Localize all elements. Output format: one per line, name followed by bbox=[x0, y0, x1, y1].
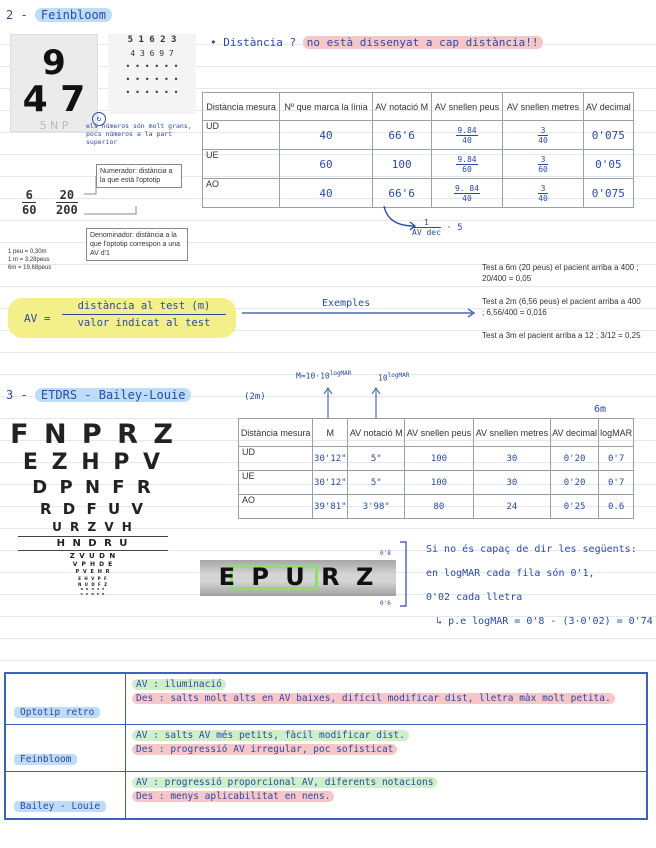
test-example: Test a 3m el pacient arriba a 12 ; 3/12 = 0,25 bbox=[482, 331, 641, 340]
column-header: AV decimal bbox=[551, 419, 599, 447]
cell: 30 bbox=[473, 447, 550, 471]
fraction: $\frac{9.84}{40}$ bbox=[457, 125, 477, 145]
cell: 0'20 bbox=[551, 471, 599, 495]
table-row bbox=[203, 150, 634, 179]
cell: 100 bbox=[372, 150, 431, 179]
test-example: Test a 6m (20 peus) el pacient arriba a 400 ; 20/400 = 0,05 bbox=[482, 263, 639, 283]
unit-line: 1 peu = 0,30m bbox=[8, 249, 47, 255]
distance-note-prefix: • Distància ? bbox=[210, 36, 297, 49]
cell: 5" bbox=[348, 471, 405, 495]
distance-note-text: no està dissenyat a cap distància!! bbox=[303, 36, 543, 49]
small-chart-row: • • • • • • bbox=[125, 62, 179, 71]
table-row bbox=[203, 121, 634, 150]
loop-arrow-icon: ↻ bbox=[92, 112, 106, 126]
cell: 30'12" bbox=[313, 471, 348, 495]
etdrs-row: E H V P F bbox=[78, 576, 108, 581]
cell: 0'7 bbox=[599, 471, 634, 495]
up-arrows bbox=[318, 384, 388, 420]
summary-body bbox=[126, 725, 646, 771]
summary-row bbox=[6, 725, 646, 772]
denominator-box: Denominador: distància a la que l'optotip correspon a una AV d'1 bbox=[86, 228, 188, 261]
numerator-box: Numerador: distància a la que està l'optotip bbox=[96, 164, 182, 188]
row-label: AO bbox=[239, 495, 313, 519]
column-header: Nº que marca la línia bbox=[280, 93, 372, 121]
etdrs-table bbox=[238, 418, 634, 519]
etdrs-chart bbox=[10, 420, 176, 597]
formula-fraction bbox=[62, 300, 226, 329]
row-label: UE bbox=[239, 471, 313, 495]
cell: 5" bbox=[348, 447, 405, 471]
scale-top: 0'8 bbox=[380, 550, 391, 557]
table-header-row bbox=[203, 93, 634, 121]
section2-number: 2 - bbox=[6, 8, 28, 22]
distance-note bbox=[210, 36, 543, 49]
column-header: Distància mesura bbox=[203, 93, 280, 121]
section2-heading bbox=[6, 8, 112, 22]
cell: 0'05 bbox=[583, 150, 633, 179]
summary-av: AV : progressió proporcional AV, diferents notacions bbox=[132, 777, 437, 788]
fraction-20-200: 20 200 bbox=[56, 188, 78, 217]
cell: 40 bbox=[280, 121, 372, 150]
bailey-louie-strip bbox=[200, 560, 396, 596]
column-header: M bbox=[313, 419, 348, 447]
m-formula-note: $M=10\cdot 10^{logMAR}$ bbox=[296, 370, 352, 381]
logmar-note bbox=[426, 538, 653, 634]
row-label: UD bbox=[239, 447, 313, 471]
formula-numerator: distància al test (m) bbox=[62, 300, 226, 315]
column-header: AV snellen metres bbox=[503, 93, 583, 121]
fraction: $\frac{3}{40}$ bbox=[538, 183, 548, 203]
test-example: Test a 2m (6,56 peus) el pacient arriba a 400 ; 6,56/400 = 0,016 bbox=[482, 297, 641, 317]
scale-brace bbox=[396, 540, 416, 610]
section2-title: Feinbloom bbox=[35, 8, 112, 22]
cell: 30 bbox=[473, 471, 550, 495]
notation-formula-note: $10^{logMAR}$ bbox=[378, 372, 410, 383]
summary-row bbox=[6, 772, 646, 818]
column-header: AV notació M bbox=[372, 93, 431, 121]
small-chart-row: 4 3 6 9 7 bbox=[130, 49, 174, 58]
table-row bbox=[239, 447, 634, 471]
summary-av: AV : iluminació bbox=[132, 679, 226, 690]
small-chart-note: els números són molt grans, pocs números a la part superior bbox=[86, 122, 192, 146]
cell: 100 bbox=[405, 471, 474, 495]
column-header: AV snellen metres bbox=[473, 419, 550, 447]
etdrs-row: V P H D E bbox=[72, 561, 114, 568]
unit-conversions bbox=[8, 248, 51, 272]
section3-number: 3 - bbox=[6, 388, 28, 402]
etdrs-row: E Z H P V bbox=[22, 450, 164, 475]
summary-name: Feinbloom bbox=[6, 725, 126, 771]
fraction: $\frac{9.84}{60}$ bbox=[457, 154, 477, 174]
cell: 60 bbox=[280, 150, 372, 179]
scale-bottom: 0'6 bbox=[380, 600, 391, 607]
summary-des: Des : salts molt alts en AV baixes, difícil modificar dist, lletra màx molt petita. bbox=[132, 693, 615, 704]
cell: 66'6 bbox=[372, 121, 431, 150]
distance-6m: 6m bbox=[594, 404, 607, 415]
feinbloom-small-chart bbox=[108, 34, 196, 114]
row-label: AO bbox=[203, 179, 280, 208]
cell: 30'12" bbox=[313, 447, 348, 471]
fraction: $\frac{9. 84}{40}$ bbox=[454, 183, 480, 203]
summary-des: Des : progressió AV irregular, poc sofisticat bbox=[132, 744, 397, 755]
small-chart-row: • • • • • • bbox=[125, 75, 179, 84]
etdrs-row: R D F U V bbox=[40, 500, 146, 518]
row-label: UE bbox=[203, 150, 280, 179]
cell: 0'7 bbox=[599, 447, 634, 471]
unit-line: 6m = 19,68peus bbox=[8, 265, 52, 271]
etdrs-row: U R Z V H bbox=[52, 520, 134, 534]
etdrs-row: V U N P R bbox=[80, 592, 106, 596]
summary-av: AV : salts AV més petits, fàcil modificar dist. bbox=[132, 730, 409, 741]
table-row bbox=[239, 471, 634, 495]
chart-digit-bottom: 5 N P bbox=[39, 119, 69, 132]
unit-line: 1 m = 3,28peus bbox=[8, 257, 50, 263]
chart-digit-mid: 4 7 bbox=[22, 79, 86, 120]
table-row bbox=[239, 495, 634, 519]
feinbloom-chart-image bbox=[10, 34, 98, 132]
note-line: en logMAR cada fila són 0'1, bbox=[426, 568, 595, 579]
cell: 80 bbox=[405, 495, 474, 519]
section3-heading bbox=[6, 388, 191, 402]
section3-title: ETDRS - Bailey-Louie bbox=[35, 388, 192, 402]
small-chart-row: • • • • • • bbox=[125, 88, 179, 97]
arrow-icon: ↳ bbox=[436, 616, 443, 627]
fraction: $\frac{1}{\text{AV dec}}$ bbox=[412, 218, 441, 237]
summary-name: Bailey - Louie bbox=[6, 772, 126, 818]
cell: 3'98" bbox=[348, 495, 405, 519]
chart-digit-top: 9 bbox=[42, 43, 66, 83]
summary-body bbox=[126, 772, 646, 818]
distance-2m: (2m) bbox=[244, 392, 266, 402]
etdrs-row: D R H Z E bbox=[80, 587, 106, 591]
small-chart-row: 5 1 6 2 3 bbox=[127, 35, 177, 45]
note-line: Si no és capaç de dir les següents: bbox=[426, 544, 637, 555]
cell: 0'25 bbox=[551, 495, 599, 519]
etdrs-row: H N D R U bbox=[18, 536, 168, 551]
cell: 24 bbox=[473, 495, 550, 519]
etdrs-row: D P N F R bbox=[32, 477, 154, 498]
column-header: AV snellen peus bbox=[405, 419, 474, 447]
summary-des: Des : menys aplicabilitat en nens. bbox=[132, 791, 334, 802]
cell: 39'81" bbox=[313, 495, 348, 519]
inverse-formula bbox=[412, 218, 463, 237]
note-line: 0'02 cada lletra bbox=[426, 592, 523, 603]
column-header: AV snellen peus bbox=[431, 93, 503, 121]
fraction: $\frac{3}{60}$ bbox=[538, 154, 548, 174]
cell: 66'6 bbox=[372, 179, 431, 208]
fraction-6-60: 6 60 bbox=[22, 188, 37, 217]
etdrs-row: P V E H R bbox=[75, 569, 111, 575]
etdrs-row: Z V U D N bbox=[69, 552, 117, 560]
cell: 40 bbox=[280, 179, 372, 208]
examples-label: Exemples bbox=[322, 298, 371, 309]
connector-lines bbox=[80, 176, 140, 232]
table-header-row bbox=[239, 419, 634, 447]
column-header: Distància mesura bbox=[239, 419, 313, 447]
summary-name: Optotip retro bbox=[6, 674, 126, 724]
note-example: p.e logMAR = 0'8 - (3·0'02) = 0'74 bbox=[448, 616, 653, 627]
cell: 0'075 bbox=[583, 121, 633, 150]
column-header: AV notació M bbox=[348, 419, 405, 447]
cell: 0'20 bbox=[551, 447, 599, 471]
fraction: $\frac{3}{40}$ bbox=[538, 125, 548, 145]
cell: 0'075 bbox=[583, 179, 633, 208]
formula-denominator: valor indicat al test bbox=[77, 317, 211, 329]
row-label: UD bbox=[203, 121, 280, 150]
summary-body bbox=[126, 674, 646, 724]
summary-table bbox=[4, 672, 648, 820]
column-header: AV decimal bbox=[583, 93, 633, 121]
examples-arrow bbox=[242, 308, 478, 318]
cell: 100 bbox=[405, 447, 474, 471]
feinbloom-table bbox=[202, 92, 634, 208]
etdrs-row: F N P R Z bbox=[10, 419, 176, 450]
cell: 0.6 bbox=[599, 495, 634, 519]
strip-letters: E P U R Z bbox=[218, 563, 378, 591]
column-header: logMAR bbox=[599, 419, 634, 447]
formula-suffix: · 5 bbox=[446, 223, 463, 233]
summary-row bbox=[6, 674, 646, 725]
etdrs-row: N U D F Z bbox=[77, 582, 109, 587]
formula-lhs: AV = bbox=[24, 312, 51, 325]
